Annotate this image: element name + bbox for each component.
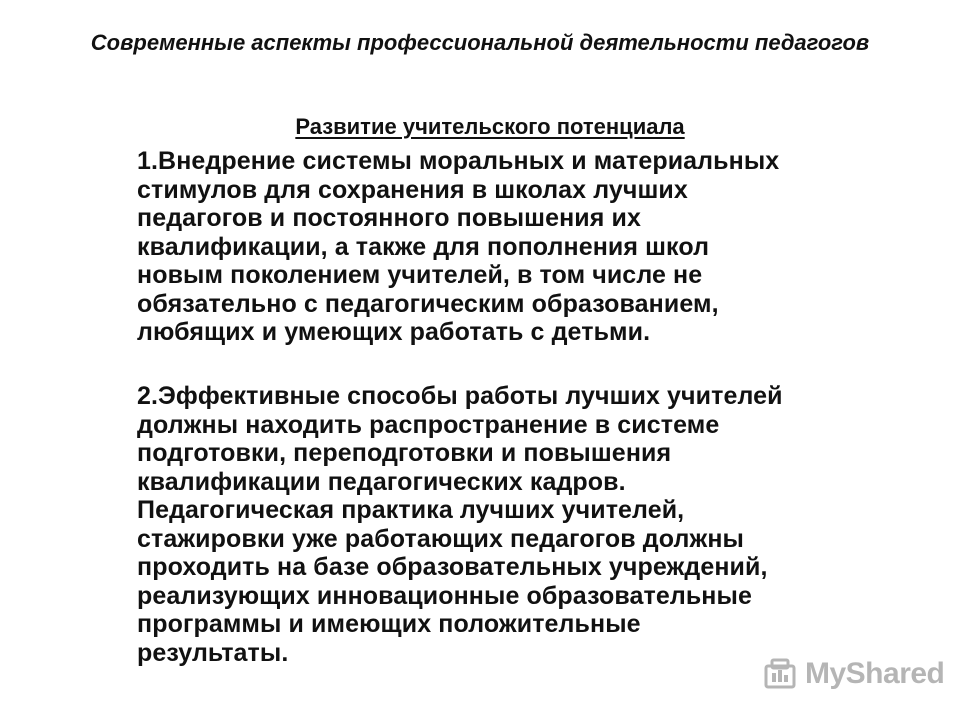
paragraph-line: подготовки, переподготовки и повышения — [137, 439, 672, 467]
paragraph-line: обязательно с педагогическим образованием, — [137, 289, 719, 318]
paragraph-line: Педагогическая практика лучших учителей, — [137, 496, 685, 524]
slide-title: Современные аспекты профессиональной деятельности педагогов — [90, 30, 870, 55]
paragraph-line: новым поколением учителей, в том числе не — [137, 261, 703, 289]
paragraph-line: должны находить распространение в системе — [137, 410, 720, 439]
paragraph-line: реализующих инновационные образовательные — [137, 581, 752, 610]
slide-subtitle: Развитие учительского потенциала — [295, 114, 685, 139]
myshared-logo-icon — [763, 657, 797, 691]
watermark — [763, 652, 944, 696]
paragraph-line: квалификации, а также для пополнения школ — [137, 232, 710, 261]
paragraph-line: 2.Эффективные способы работы лучших учителей — [137, 382, 783, 410]
paragraph-line: программы и имеющих положительные — [137, 610, 641, 638]
paragraph-2 — [137, 382, 897, 667]
paragraph-1 — [137, 147, 897, 347]
paragraph-line: стажировки уже работающих педагогов должны — [137, 524, 744, 553]
paragraph-line: любящих и умеющих работать с детьми. — [137, 318, 651, 346]
paragraph-line: квалификации педагогических кадров. — [137, 467, 626, 496]
watermark-text: MyShared — [805, 657, 945, 690]
paragraph-line: проходить на базе образовательных учреждений, — [137, 553, 768, 581]
paragraph-line: результаты. — [137, 638, 289, 667]
paragraph-line: 1.Внедрение системы моральных и материальных — [137, 147, 780, 175]
paragraph-line: стимулов для сохранения в школах лучших — [137, 175, 688, 204]
paragraph-line: педагогов и постоянного повышения их — [137, 204, 641, 232]
